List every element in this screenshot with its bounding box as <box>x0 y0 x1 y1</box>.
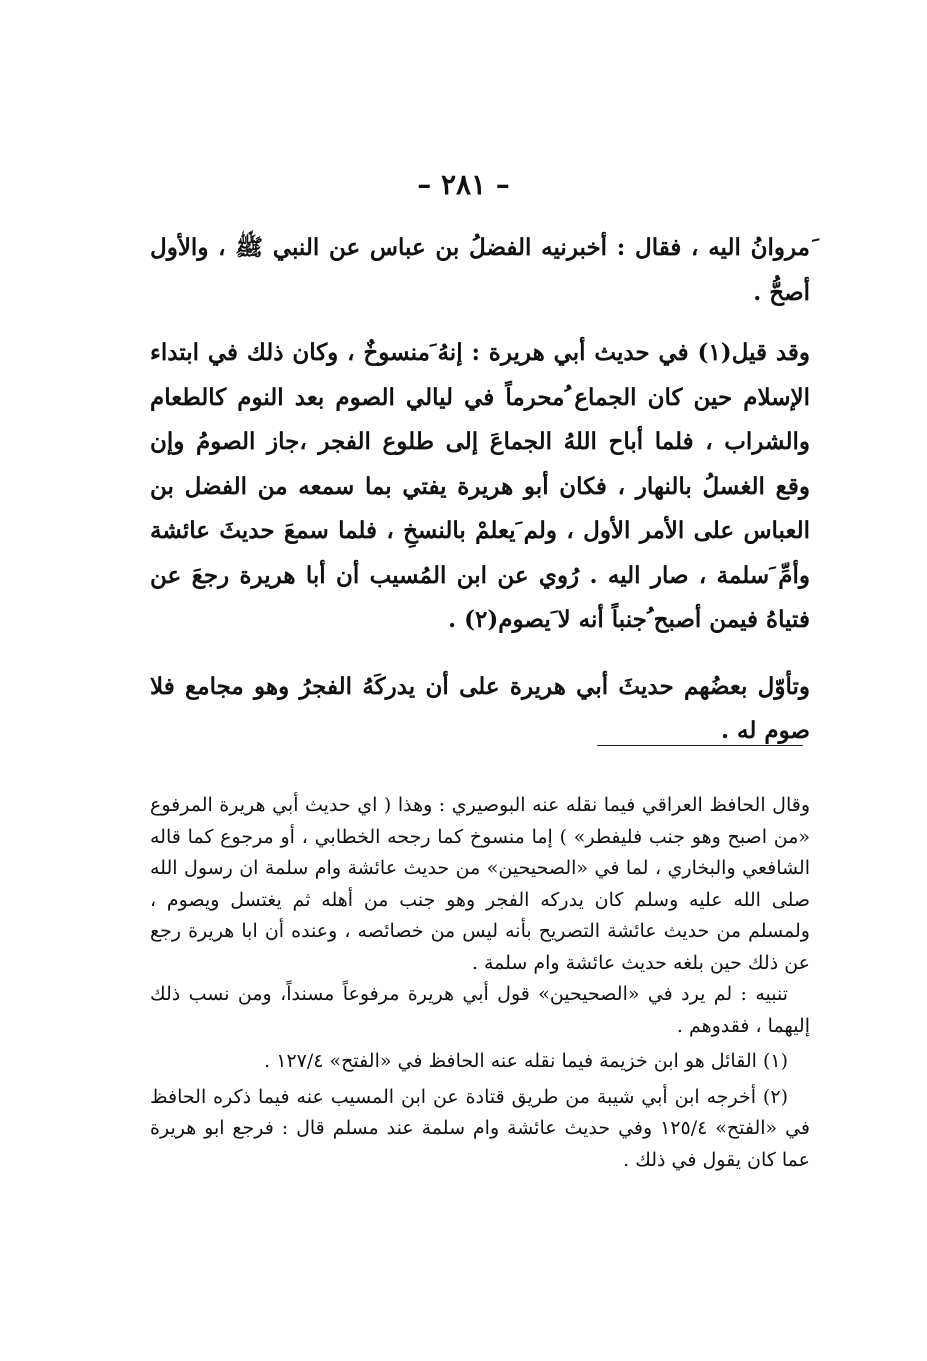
footnote-paragraph: (١) القائل هو ابن خزيمة فيما نقله عنه الحافظ في «الفتح» ١٢٧/٤ . <box>264 1050 788 1072</box>
page-number: – ٢٨١ – <box>417 168 510 201</box>
main-paragraph: وقد قيل(١) في حديث أبي هريرة : إنهُ َمنسوخٌ ، وكان ذلك في ابتداء الإسلام حين كان الجماع ُمحرماً في ليالي الصوم بعد النوم كالطعام والشراب ، فلما أباح اللهُ الجماعَ إلى طلوع الفجر ،جاز الصومُ وإن وقع الغسلُ بالنهار ، فكان أبو هريرة يفتي بما سمعه من الفضل بن العباس على الأمر الأول ، ولم َيعلمْ بالنسخِ ، فلما سمعَ حديثَ عائشة وأمِّ َسلمة ، صار اليه . رُوي عن ابن المُسيب أن أبا هريرة رجعَ عن فتياهُ فيمن أصبح ُجنباً أنه لا َيصوم(٢) . <box>150 339 811 633</box>
main-text <box>150 226 810 754</box>
footnote-paragraph: وقال الحافظ العراقي فيما نقله عنه البوصيري : وهذا ( اي حديث أبي هريرة المرفوع «من اصبح وهو جنب فليفطر» ) إما منسوخ كما رجحه الخطابي ، أو مرجوع كما قاله الشافعي والبخاري ، لما في «الصحيحين» من حديث عائشة وام سلمة ان رسول الله صلى الله عليه وسلم كان يدركه الفجر وهو جنب من أهله ثم يغتسل ويصوم ، ولمسلم من حديث عائشة التصريح بأنه ليس من خصائصه ، وعنده أن ابا هريرة رجع عن ذلك حين بلغه حديث عائشة وام سلمة . <box>150 794 810 974</box>
footnote-paragraph: تنبيه : لم يرد في «الصحيحين» قول أبي هريرة مرفوعاً مسنداً، ومن نسب ذلك إليهما ، فقدوهم . <box>150 983 810 1037</box>
footnote-divider <box>597 745 803 746</box>
footnote-paragraph: (٢) أخرجه ابن أبي شيبة من طريق قتادة عن ابن المسيب عنه فيما ذكره الحافظ في «الفتح» ١٢٥/٤ وفي حديث عائشة وام سلمة عند مسلم قال : فرجع ابو هريرة عما كان يقول في ذلك . <box>150 1085 810 1171</box>
main-paragraph: َمروانُ اليه ، فقال : أخبرنيه الفضلُ بن عباس عن النبي ﷺ ، والأول أصحُّ . <box>150 234 810 306</box>
main-paragraph: وتأوّل بعضُهم حديثَ أبي هريرة على أن يدركَهُ الفجرُ وهو مجامع فلا صوم له . <box>150 672 810 744</box>
footnotes <box>150 790 810 1176</box>
